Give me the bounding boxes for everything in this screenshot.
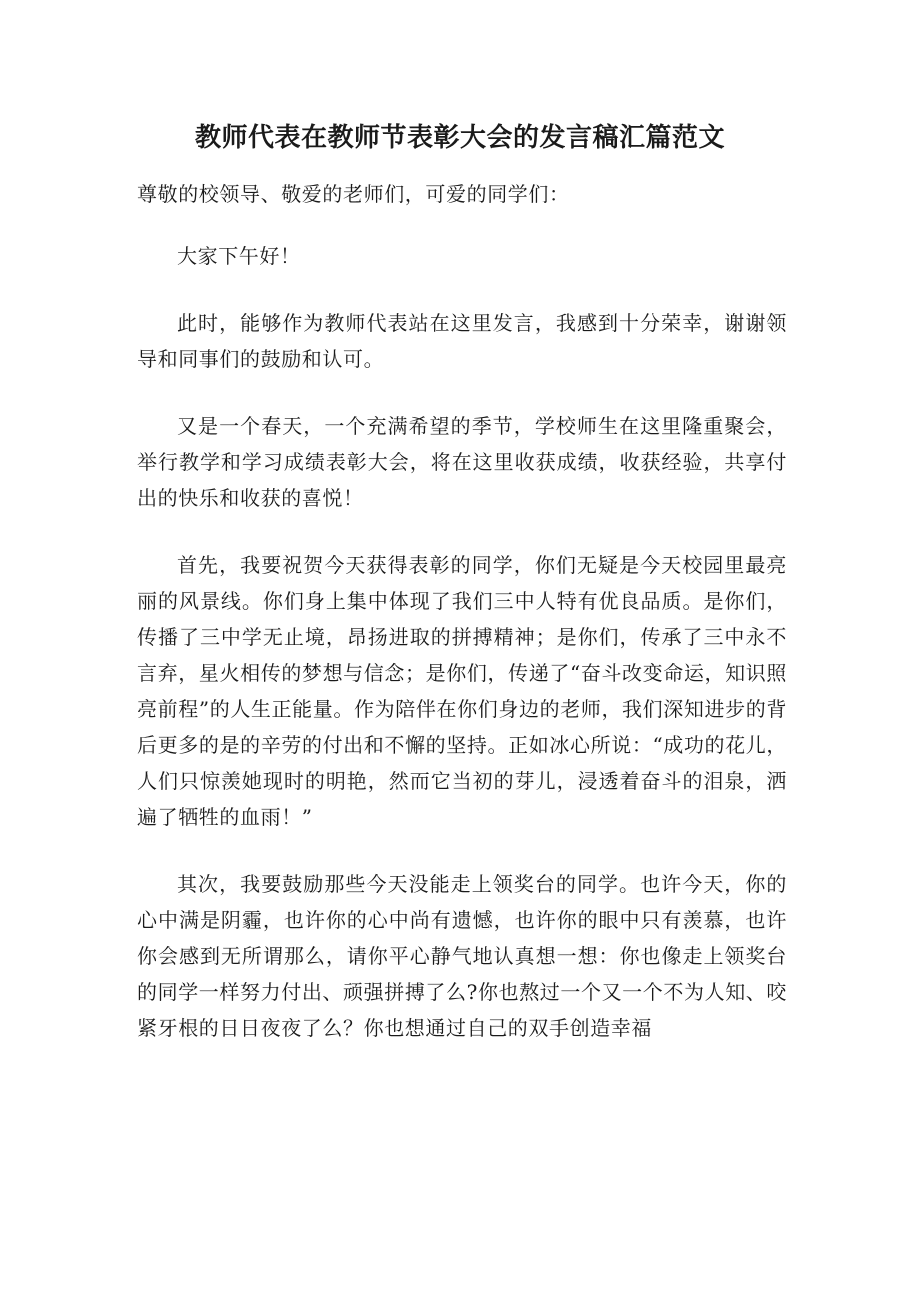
paragraph-encouragement: 其次，我要鼓励那些今天没能走上领奖台的同学。也许今天，你的心中满是阴霾，也许你的心中尚有遗憾，也许你的眼中只有羡慕，也许你会感到无所谓那么，请你平心静气地认真想一想：你也像走上领奖台的同学一样努力付出、顽强拼搏了么?你也熬过一个又一个不为人知、咬紧牙根的日日夜夜了么？你也想通过自己的双手创造幸福 bbox=[137, 872, 787, 1040]
paragraph-spring: 又是一个春天，一个充满希望的季节，学校师生在这里隆重聚会，举行教学和学习成绩表彰大会，将在这里收获成绩，收获经验，共享付出的快乐和收获的喜悦！ bbox=[137, 414, 787, 510]
salutation: 尊敬的校领导、敬爱的老师们，可爱的同学们： bbox=[137, 182, 570, 206]
document-body bbox=[137, 176, 787, 1077]
paragraph-greeting: 大家下午好！ bbox=[177, 244, 301, 268]
paragraph-honor: 此时，能够作为教师代表站在这里发言，我感到十分荣幸，谢谢领导和同事们的鼓励和认可。 bbox=[137, 311, 787, 371]
paragraph-congratulations: 首先，我要祝贺今天获得表彰的同学，你们无疑是今天校园里最亮丽的风景线。你们身上集中体现了我们三中人特有优良品质。是你们，传播了三中学无止境，昂扬进取的拼搏精神；是你们，传承了三中永不言弃，星火相传的梦想与信念；是你们，传递了“奋斗改变命运，知识照亮前程”的人生正能量。作为陪伴在你们身边的老师，我们深知进步的背后更多的是的辛劳的付出和不懈的坚持。正如冰心所说：“成功的花儿，人们只惊羡她现时的明艳，然而它当初的芽儿，浸透着奋斗的泪泉，洒遍了牺牲的血雨！” bbox=[137, 553, 787, 829]
document-title: 教师代表在教师节表彰大会的发言稿汇篇范文 bbox=[194, 123, 725, 153]
